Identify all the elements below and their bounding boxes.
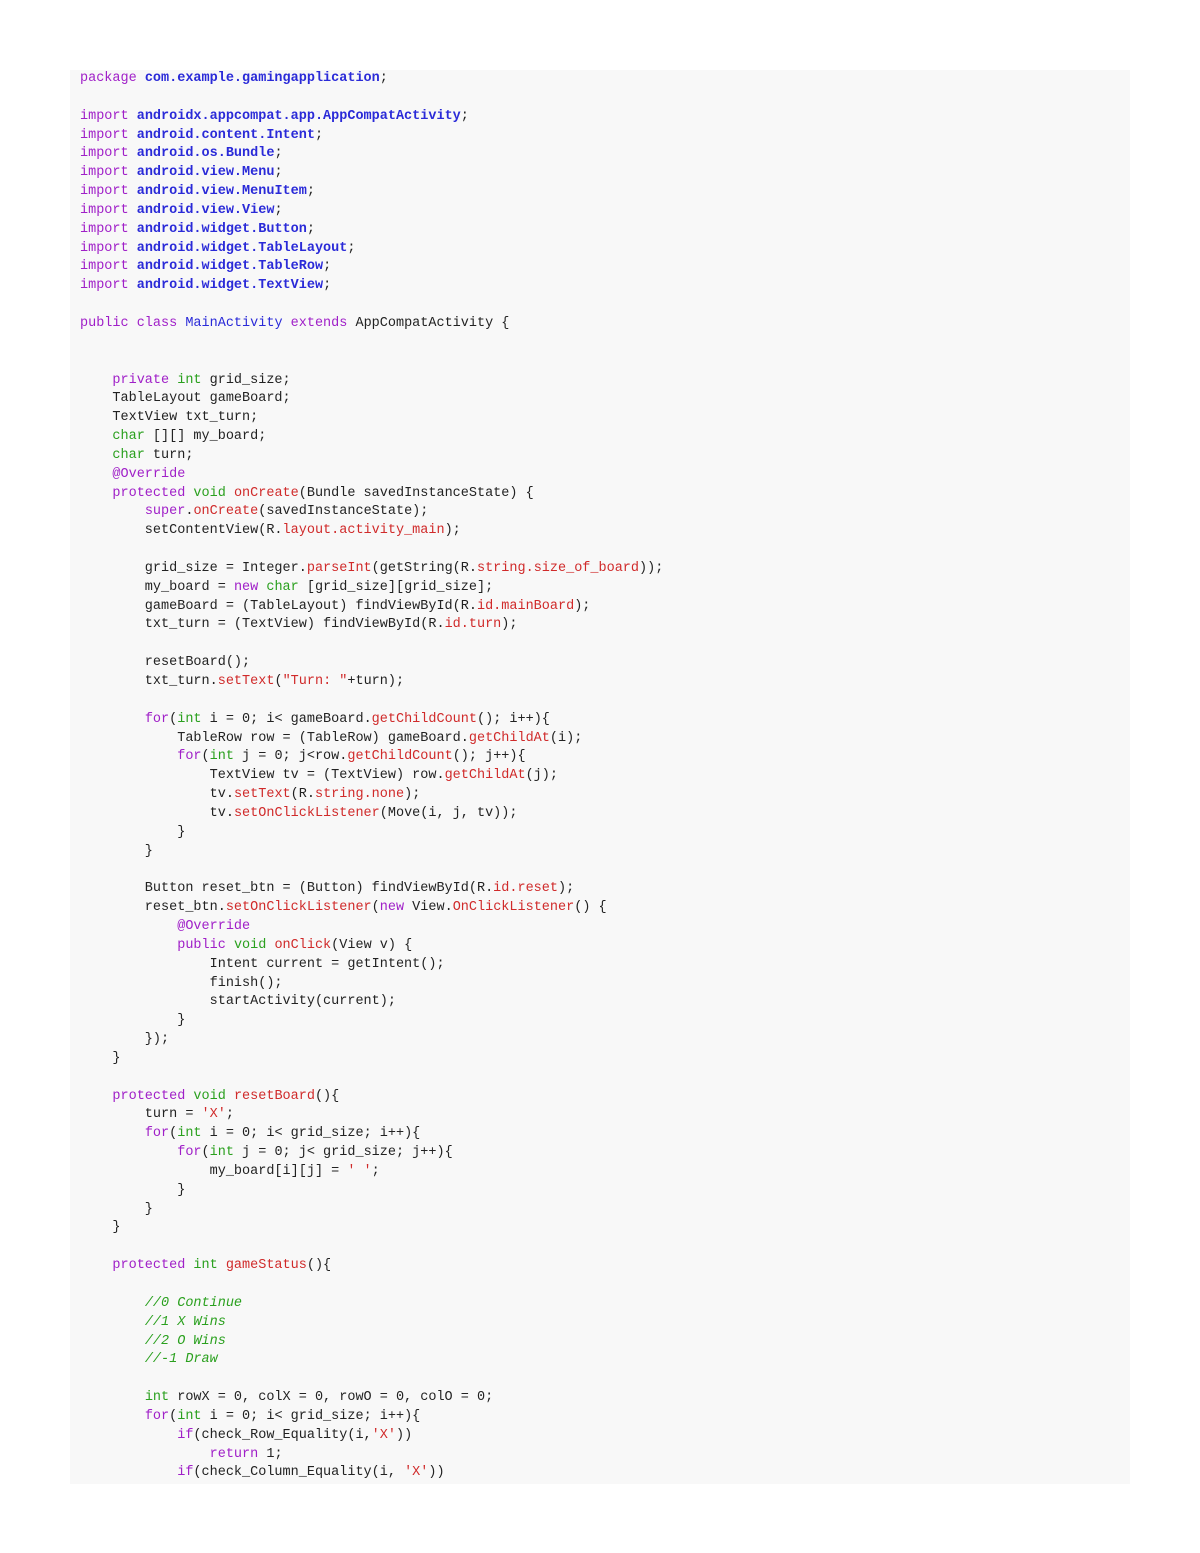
code-line bbox=[80, 145, 663, 164]
code-token: public bbox=[177, 937, 234, 953]
code-line bbox=[80, 579, 663, 598]
code-token: private bbox=[112, 372, 178, 388]
code-token: (i); bbox=[549, 730, 583, 746]
code-token: //-1 Draw bbox=[144, 1352, 218, 1368]
code-token: MainActivity bbox=[185, 315, 291, 331]
code-token: (j); bbox=[525, 768, 558, 784]
code-token: char bbox=[112, 447, 153, 463]
code-token bbox=[80, 486, 112, 501]
code-line bbox=[80, 767, 663, 786]
code-line bbox=[80, 1257, 663, 1276]
code-token bbox=[80, 1465, 177, 1480]
code-line bbox=[80, 1314, 663, 1333]
code-token: getChildCount bbox=[347, 749, 453, 765]
code-token: 'X' bbox=[404, 1465, 429, 1481]
code-line bbox=[80, 1276, 663, 1295]
code-line bbox=[80, 164, 663, 183]
code-token: ; bbox=[323, 259, 332, 275]
code-token: reset_btn. bbox=[80, 900, 226, 916]
code-token: (View v) { bbox=[331, 937, 413, 953]
code-token: android.widget.TextView bbox=[136, 278, 324, 294]
code-token: android.view.View bbox=[136, 202, 275, 218]
code-token: Button reset_btn = (Button) findViewById(R. bbox=[80, 881, 494, 897]
code-line bbox=[80, 409, 663, 428]
code-line bbox=[80, 1333, 663, 1352]
code-token: char bbox=[266, 579, 307, 595]
code-token: 1; bbox=[266, 1446, 283, 1462]
code-token: android.view.Menu bbox=[136, 165, 275, 181]
code-token: @Override bbox=[112, 466, 186, 482]
code-token: ; bbox=[225, 1107, 234, 1123]
code-token: j = 0; j<row. bbox=[242, 749, 348, 765]
code-token: parseInt bbox=[306, 560, 372, 576]
code-line bbox=[80, 522, 663, 541]
code-token: (R. bbox=[290, 787, 315, 803]
code-line bbox=[80, 956, 663, 975]
code-token: new bbox=[379, 900, 413, 916]
code-token: id.reset bbox=[493, 881, 558, 897]
code-token: android.widget.Button bbox=[136, 221, 307, 237]
code-token: for bbox=[144, 1126, 170, 1142]
code-line bbox=[80, 975, 663, 994]
code-line bbox=[80, 183, 663, 202]
code-token bbox=[80, 749, 177, 764]
code-token: android.view.MenuItem bbox=[136, 184, 307, 200]
code-token: ); bbox=[557, 881, 575, 897]
code-token: resetBoard(); bbox=[80, 655, 251, 671]
code-token: if bbox=[177, 1427, 194, 1443]
code-token: 'X' bbox=[371, 1427, 396, 1443]
code-line bbox=[80, 89, 663, 108]
code-token: } bbox=[80, 843, 153, 859]
code-token: } bbox=[80, 1013, 186, 1029]
code-token bbox=[80, 1296, 145, 1311]
code-line bbox=[80, 1012, 663, 1031]
code-token: int bbox=[177, 372, 210, 388]
code-token: //1 X Wins bbox=[144, 1314, 226, 1330]
code-token: (savedInstanceState); bbox=[258, 504, 429, 520]
code-line bbox=[80, 899, 663, 918]
code-token: } bbox=[80, 1201, 153, 1217]
code-line bbox=[80, 654, 663, 673]
code-token: @Override bbox=[177, 918, 251, 934]
code-line bbox=[80, 1351, 663, 1370]
code-line bbox=[80, 692, 663, 711]
code-token: ; bbox=[274, 146, 283, 162]
code-line bbox=[80, 70, 663, 89]
code-line bbox=[80, 1088, 663, 1107]
code-line bbox=[80, 1389, 663, 1408]
code-token: )) bbox=[428, 1465, 445, 1481]
code-token: import bbox=[80, 127, 137, 143]
code-token: (check_Column_Equality(i, bbox=[193, 1465, 405, 1481]
code-line bbox=[80, 786, 663, 805]
code-token: new bbox=[233, 579, 267, 595]
code-token bbox=[80, 1334, 145, 1349]
code-token: finish(); bbox=[80, 975, 283, 991]
code-line bbox=[80, 277, 663, 296]
code-line bbox=[80, 1446, 663, 1465]
code-line bbox=[80, 372, 663, 391]
code-line bbox=[80, 937, 663, 956]
code-token bbox=[80, 1145, 177, 1160]
code-line bbox=[80, 918, 663, 937]
code-token: import bbox=[80, 240, 137, 256]
code-token: ; bbox=[306, 184, 315, 200]
code-line bbox=[80, 428, 663, 447]
code-token bbox=[80, 1315, 145, 1330]
code-token: ( bbox=[169, 1408, 178, 1424]
code-token: "Turn: " bbox=[282, 674, 348, 689]
code-line bbox=[80, 1238, 663, 1257]
code-token: (); j++){ bbox=[452, 749, 526, 765]
code-token: setContentView(R. bbox=[80, 523, 283, 539]
code-line bbox=[80, 503, 663, 522]
code-token: ); bbox=[501, 617, 518, 633]
code-token: id.turn bbox=[444, 617, 502, 633]
code-token: [][] my_board; bbox=[152, 429, 267, 445]
code-token: } bbox=[80, 1182, 186, 1198]
code-token: //0 Continue bbox=[144, 1295, 243, 1311]
code-token: rowX = 0, colX = 0, rowO = 0, colO = 0; bbox=[177, 1390, 494, 1406]
code-line bbox=[80, 296, 663, 315]
code-line bbox=[80, 447, 663, 466]
code-token: int bbox=[177, 711, 210, 727]
code-token bbox=[80, 429, 112, 444]
code-token: ; bbox=[379, 71, 388, 86]
code-token: ; bbox=[460, 108, 469, 124]
code-token: for bbox=[177, 1145, 202, 1161]
code-token: id.mainBoard bbox=[476, 598, 575, 614]
code-token: public class bbox=[80, 315, 186, 331]
code-token: my_board = bbox=[80, 579, 234, 595]
code-token: //2 O Wins bbox=[144, 1333, 226, 1349]
code-token bbox=[80, 1390, 145, 1405]
code-token bbox=[80, 1409, 145, 1424]
code-token: import bbox=[80, 165, 137, 181]
code-token: (); i++){ bbox=[477, 711, 550, 727]
code-line bbox=[80, 993, 663, 1012]
code-token: string.none bbox=[314, 787, 405, 803]
code-line bbox=[80, 108, 663, 127]
code-token: txt_turn = (TextView) findViewById(R. bbox=[80, 617, 445, 633]
code-token bbox=[80, 504, 145, 519]
code-line bbox=[80, 315, 663, 334]
code-token: ; bbox=[274, 202, 283, 218]
code-line bbox=[80, 843, 663, 862]
code-token: gameStatus bbox=[225, 1258, 307, 1274]
code-line bbox=[80, 258, 663, 277]
code-line bbox=[80, 466, 663, 485]
code-token bbox=[80, 1258, 112, 1273]
code-token: )); bbox=[639, 560, 664, 576]
code-token: ' ' bbox=[347, 1163, 372, 1179]
code-token: my_board[i][j] = bbox=[80, 1163, 348, 1179]
code-token: tv. bbox=[80, 805, 234, 821]
code-line bbox=[80, 560, 663, 579]
code-token bbox=[80, 1428, 177, 1443]
code-token: getChildCount bbox=[371, 711, 477, 727]
code-token: View. bbox=[412, 900, 453, 916]
code-token: } bbox=[80, 824, 186, 840]
code-token: setOnClickListener bbox=[233, 805, 380, 821]
code-token: ; bbox=[371, 1163, 380, 1179]
code-token: import bbox=[80, 184, 137, 200]
code-token: int bbox=[144, 1390, 178, 1406]
code-token: string.size_of_board bbox=[476, 560, 640, 576]
code-token: int bbox=[177, 1408, 210, 1424]
code-token: ; bbox=[306, 221, 315, 237]
code-token: ( bbox=[201, 1145, 210, 1161]
code-token: ); bbox=[574, 598, 591, 614]
code-token: super bbox=[144, 504, 186, 520]
code-token: ; bbox=[347, 240, 356, 256]
code-token: (Bundle savedInstanceState) { bbox=[298, 485, 534, 501]
code-token: )) bbox=[395, 1427, 413, 1443]
code-token: ); bbox=[444, 523, 461, 539]
code-line bbox=[80, 353, 663, 372]
code-token bbox=[80, 1089, 112, 1104]
code-token: tv. bbox=[80, 787, 234, 803]
code-token: grid_size = Integer. bbox=[80, 560, 307, 576]
code-token: (){ bbox=[306, 1258, 332, 1274]
code-line bbox=[80, 390, 663, 409]
code-line bbox=[80, 1125, 663, 1144]
code-token: int bbox=[193, 1258, 226, 1274]
code-token: package bbox=[80, 71, 145, 86]
code-token bbox=[80, 467, 112, 482]
code-token: j = 0; j< grid_size; j++){ bbox=[242, 1145, 453, 1161]
code-token: setOnClickListener bbox=[225, 900, 372, 916]
code-panel bbox=[70, 70, 1130, 1484]
code-line bbox=[80, 805, 663, 824]
code-token: [grid_size][grid_size]; bbox=[306, 579, 494, 595]
code-line bbox=[80, 673, 663, 692]
code-line bbox=[80, 824, 663, 843]
code-token: ); bbox=[404, 787, 421, 803]
code-token: void bbox=[193, 1088, 234, 1104]
code-token bbox=[80, 1352, 145, 1367]
code-line bbox=[80, 1201, 663, 1220]
code-token: int bbox=[209, 749, 243, 765]
code-token: if bbox=[177, 1465, 194, 1481]
code-token: setText bbox=[233, 787, 291, 803]
code-line bbox=[80, 221, 663, 240]
code-token: (){ bbox=[314, 1088, 340, 1104]
code-token: turn; bbox=[152, 447, 194, 463]
code-token: import bbox=[80, 202, 137, 218]
code-token: android.os.Bundle bbox=[136, 146, 275, 162]
code-token: onCreate bbox=[233, 485, 299, 501]
code-token: (getString(R. bbox=[371, 560, 477, 576]
code-token: OnClickListener bbox=[452, 900, 575, 916]
code-line bbox=[80, 1163, 663, 1182]
code-token: import bbox=[80, 259, 137, 275]
code-line bbox=[80, 1408, 663, 1427]
code-line bbox=[80, 485, 663, 504]
source-code bbox=[80, 70, 663, 1483]
code-token: ( bbox=[169, 711, 178, 727]
code-line bbox=[80, 1182, 663, 1201]
code-token: TextView txt_turn; bbox=[80, 410, 259, 426]
code-token: turn = bbox=[80, 1107, 202, 1123]
code-token: txt_turn. bbox=[80, 674, 218, 689]
code-line bbox=[80, 616, 663, 635]
code-token: ; bbox=[274, 165, 283, 181]
code-line bbox=[80, 1069, 663, 1088]
code-token bbox=[80, 938, 177, 953]
code-token bbox=[80, 919, 177, 934]
code-token bbox=[80, 448, 112, 463]
code-token: TableRow row = (TableRow) gameBoard. bbox=[80, 730, 469, 746]
code-token: ; bbox=[323, 278, 332, 294]
code-token: ; bbox=[314, 127, 324, 143]
code-line bbox=[80, 1106, 663, 1125]
code-token: com.example.gamingapplication bbox=[144, 71, 380, 86]
code-token: startActivity(current); bbox=[80, 994, 396, 1010]
code-token: getChildAt bbox=[468, 730, 550, 746]
code-token: i = 0; i< grid_size; i++){ bbox=[209, 1408, 421, 1424]
code-token: (check_Row_Equality(i, bbox=[193, 1427, 372, 1443]
code-line bbox=[80, 334, 663, 353]
code-token: . bbox=[185, 504, 194, 520]
code-token: onClick bbox=[274, 937, 332, 953]
code-token: for bbox=[144, 711, 170, 727]
code-line bbox=[80, 730, 663, 749]
code-token: import bbox=[80, 108, 137, 124]
code-token: i = 0; i< grid_size; i++){ bbox=[209, 1126, 421, 1142]
code-token: protected bbox=[112, 1258, 194, 1274]
code-token: resetBoard bbox=[233, 1088, 315, 1104]
code-token bbox=[80, 1447, 210, 1462]
code-token: grid_size; bbox=[209, 372, 291, 388]
code-token: android.widget.TableLayout bbox=[136, 240, 348, 256]
code-token: layout.activity_main bbox=[282, 523, 445, 539]
code-token: setText bbox=[217, 674, 275, 689]
code-token: () { bbox=[574, 900, 607, 916]
code-token: 'X' bbox=[201, 1107, 226, 1123]
code-token bbox=[80, 1126, 145, 1141]
code-token: import bbox=[80, 146, 137, 162]
code-token: }); bbox=[80, 1032, 170, 1048]
code-token: return bbox=[209, 1446, 267, 1462]
code-token bbox=[80, 373, 112, 388]
code-token: for bbox=[144, 1408, 170, 1424]
code-token: android.widget.TableRow bbox=[136, 259, 324, 275]
code-token: int bbox=[177, 1126, 210, 1142]
code-token: protected bbox=[112, 485, 194, 501]
code-line bbox=[80, 861, 663, 880]
code-token: i = 0; i< gameBoard. bbox=[209, 711, 372, 727]
code-line bbox=[80, 598, 663, 617]
code-token: void bbox=[193, 485, 234, 501]
code-token bbox=[80, 712, 145, 727]
code-line bbox=[80, 1050, 663, 1069]
code-line bbox=[80, 1031, 663, 1050]
code-line bbox=[80, 748, 663, 767]
code-line bbox=[80, 240, 663, 259]
code-token: extends bbox=[290, 315, 356, 331]
code-line bbox=[80, 1427, 663, 1446]
code-token: ( bbox=[371, 900, 380, 916]
code-token: gameBoard = (TableLayout) findViewById(R. bbox=[80, 598, 477, 614]
code-line bbox=[80, 127, 663, 146]
code-token: getChildAt bbox=[444, 768, 526, 784]
code-line bbox=[80, 711, 663, 730]
code-line bbox=[80, 202, 663, 221]
code-line bbox=[80, 635, 663, 654]
code-line bbox=[80, 1464, 663, 1483]
code-line bbox=[80, 1370, 663, 1389]
code-token: char bbox=[112, 429, 153, 445]
code-token: void bbox=[233, 937, 275, 953]
code-token: int bbox=[209, 1145, 243, 1161]
code-token: ( bbox=[169, 1126, 178, 1142]
code-token: (Move(i, j, tv)); bbox=[379, 805, 518, 821]
code-token: TextView tv = (TextView) row. bbox=[80, 768, 445, 784]
code-token: onCreate bbox=[193, 504, 259, 520]
code-line bbox=[80, 1219, 663, 1238]
code-token: } bbox=[80, 1220, 121, 1236]
code-token: import bbox=[80, 221, 137, 237]
code-token: ( bbox=[201, 749, 210, 765]
code-token: +turn); bbox=[347, 674, 405, 689]
code-token: androidx.appcompat.app.AppCompatActivity bbox=[136, 108, 461, 124]
code-token: android.content.Intent bbox=[136, 127, 315, 143]
code-line bbox=[80, 541, 663, 560]
code-line bbox=[80, 880, 663, 899]
code-token: Intent current = getIntent(); bbox=[80, 956, 445, 972]
code-token: AppCompatActivity { bbox=[355, 315, 510, 331]
code-token: ( bbox=[274, 674, 283, 689]
code-token: TableLayout gameBoard; bbox=[80, 391, 291, 407]
code-line bbox=[80, 1144, 663, 1163]
code-token: import bbox=[80, 278, 137, 294]
code-token: for bbox=[177, 749, 202, 765]
code-token: protected bbox=[112, 1088, 194, 1104]
code-token: } bbox=[80, 1050, 121, 1066]
code-line bbox=[80, 1295, 663, 1314]
